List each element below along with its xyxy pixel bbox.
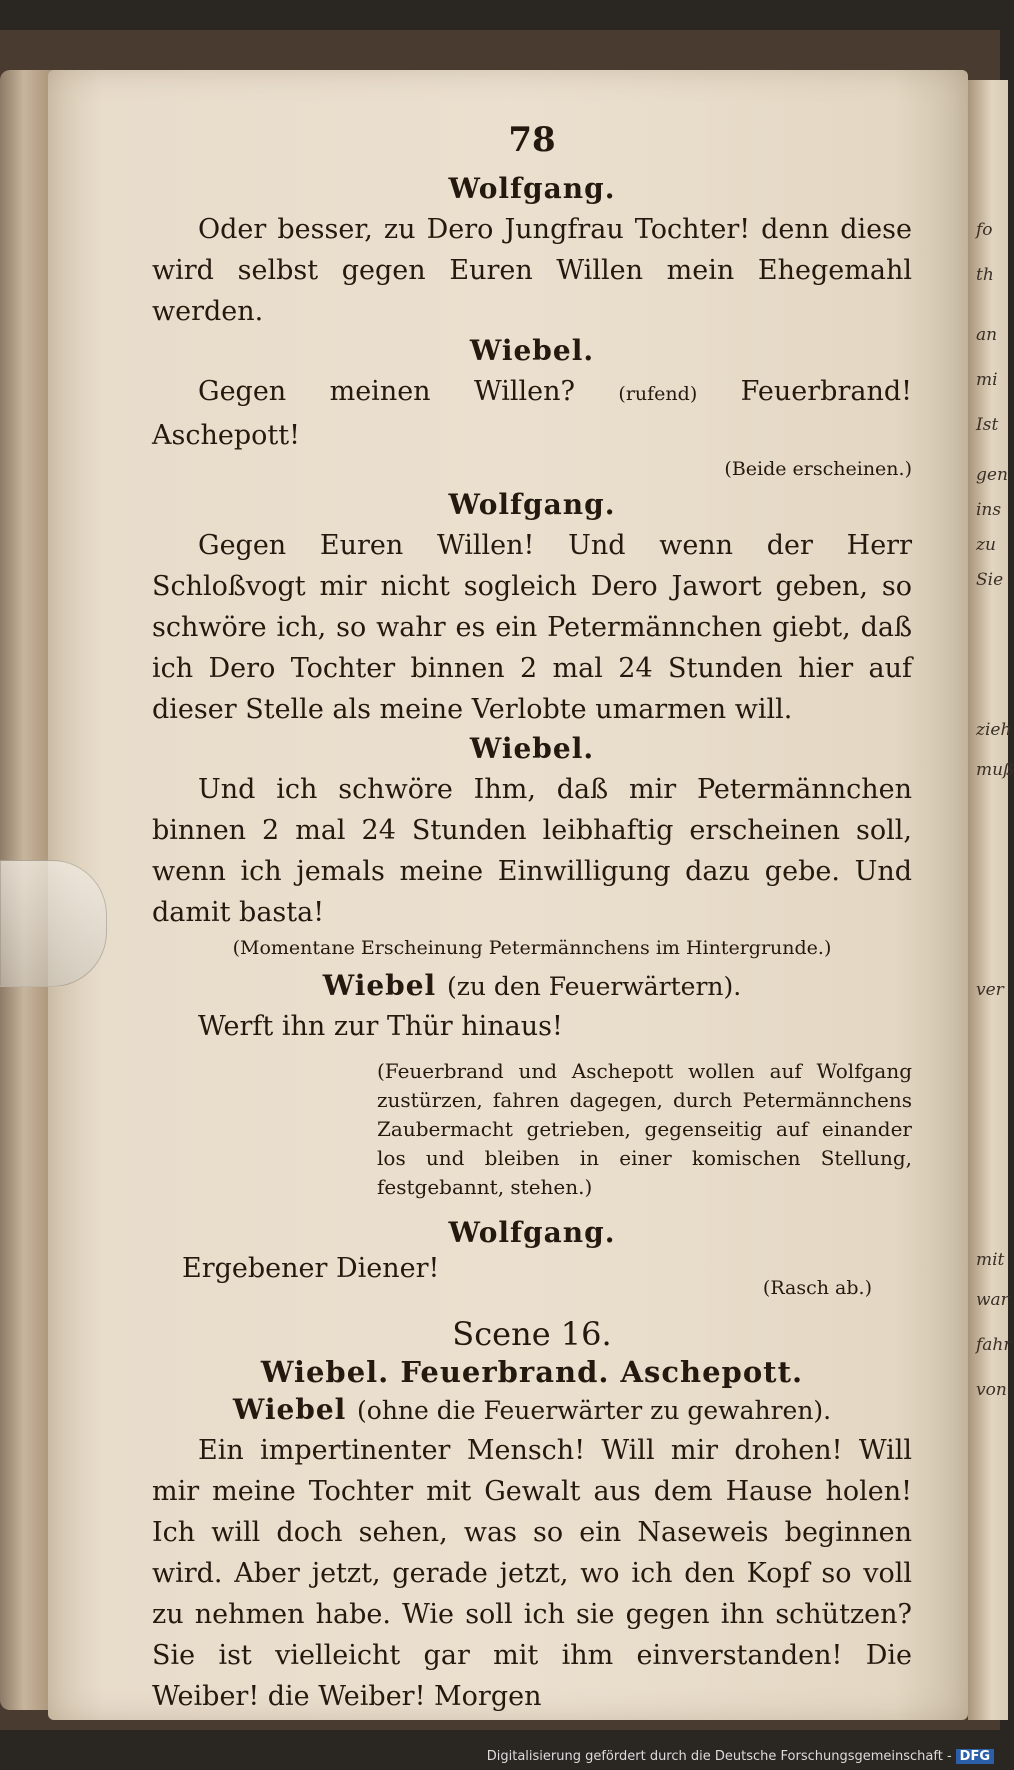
speaker-direction: (ohne die Feuerwärter zu gewahren). — [357, 1396, 832, 1425]
speaker-name: Wiebel — [232, 1393, 347, 1426]
dialogue-text: Ein impertinenter Mensch! Will mir drohen! Will mir meine Tochter mit Gewalt aus dem Hause holen! Ich will doch sehen, was so ein Naseweis beginnen wird. Aber jetzt, gerade jetzt, wo ich den Kopf so voll zu nehmen habe. Wie soll ich sie gegen ihn schützen? Sie ist vielleicht gar mit ihm einverstanden! Die Weiber! die Weiber! Morgen — [152, 1435, 912, 1712]
speaker-heading — [152, 1393, 912, 1426]
speaker-heading: Wiebel. — [469, 334, 595, 367]
facing-page-fragment: mit — [976, 1250, 1005, 1270]
scene-title: Scene 16. — [452, 1315, 612, 1353]
speaker-heading: Wolfgang. — [448, 488, 616, 521]
facing-page-fragment: zieh — [976, 720, 1012, 740]
dialogue-text: Oder besser, zu Dero Jungfrau Tochter! denn diese wird selbst gegen Euren Willen mein Ehegemahl werden. — [152, 214, 912, 327]
facing-page-fragment: ver — [976, 980, 1004, 1000]
dialogue-text: Ergebener Diener! — [182, 1253, 440, 1284]
facing-page-fragment: fo — [976, 220, 993, 240]
speaker-direction: (zu den Feuerwärtern). — [446, 972, 742, 1001]
facing-page-fragment: an — [976, 325, 998, 345]
stage-direction: (Momentane Erscheinung Petermännchens im Hintergrunde.) — [232, 937, 832, 959]
speaker-heading: Wolfgang. — [448, 1216, 616, 1249]
facing-page-edge — [968, 80, 1014, 1720]
facing-page-fragment: Ist — [976, 415, 999, 435]
dialogue-fragment: Feuerbrand! Aschepott! — [152, 376, 912, 451]
speaker-name: Wiebel — [322, 969, 437, 1002]
dialogue-fragment: Gegen meinen Willen? — [198, 376, 576, 407]
stage-direction-block: (Feuerbrand und Aschepott wollen auf Wolfgang zustürzen, fahren dagegen, durch Petermännchens Zaubermacht getrieben, gegenseitig auf einander los und bleiben in einer komischen Stellung, festgebannt, stehen.) — [377, 1059, 912, 1199]
facing-page-fragment: ins — [976, 500, 1002, 520]
dialogue-text: Und ich schwöre Ihm, daß mir Petermännchen binnen 2 mal 24 Stunden leibhaftig erscheinen soll, wenn ich jemals meine Einwilligung dazu gebe. Und damit basta! — [152, 774, 912, 928]
footer-text: Digitalisierung gefördert durch die Deutsche Forschungsgemeinschaft - — [486, 1749, 952, 1764]
dfg-logo: DFG — [956, 1749, 994, 1764]
facing-page-fragment: von — [976, 1380, 1007, 1400]
facing-page-fragment: muß — [976, 760, 1014, 780]
book — [0, 30, 1014, 1730]
dialogue-text: Werft ihn zur Thür hinaus! — [198, 1011, 563, 1042]
facing-page-fragment: Sie — [976, 570, 1004, 590]
footer-credit — [487, 1749, 994, 1764]
facing-page-fragment: fahr — [976, 1335, 1012, 1355]
speaker-heading — [152, 969, 912, 1002]
stage-direction: (Rasch ab.) — [762, 1277, 872, 1299]
facing-page-fragment: mi — [976, 370, 998, 390]
facing-page-fragment: gen — [976, 465, 1008, 485]
bookmark-ribbon — [0, 860, 107, 987]
dialogue-text: Gegen Euren Willen! Und wenn der Herr Schloßvogt mir nicht sogleich Dero Jawort geben, so schwöre ich, so wahr es ein Petermännchen giebt, daß ich Dero Tochter binnen 2 mal 24 Stunden hier auf dieser Stelle als meine Verlobte umarmen will. — [152, 530, 912, 725]
exit-line — [152, 1253, 912, 1301]
speaker-heading: Wolfgang. — [448, 172, 616, 205]
stage-direction-inline: (rufend) — [618, 383, 698, 405]
facing-page-fragment: th — [976, 265, 994, 285]
speaker-heading: Wiebel. — [469, 732, 595, 765]
facing-page-fragment: zu — [976, 535, 996, 555]
page-content — [152, 120, 912, 1717]
facing-page-fragment: war — [976, 1290, 1009, 1310]
dialogue-text — [152, 371, 912, 456]
stage-direction: (Beide erscheinen.) — [724, 458, 912, 480]
scene-characters: Wiebel. Feuerbrand. Aschepott. — [260, 1355, 804, 1389]
page-number: 78 — [508, 120, 556, 160]
